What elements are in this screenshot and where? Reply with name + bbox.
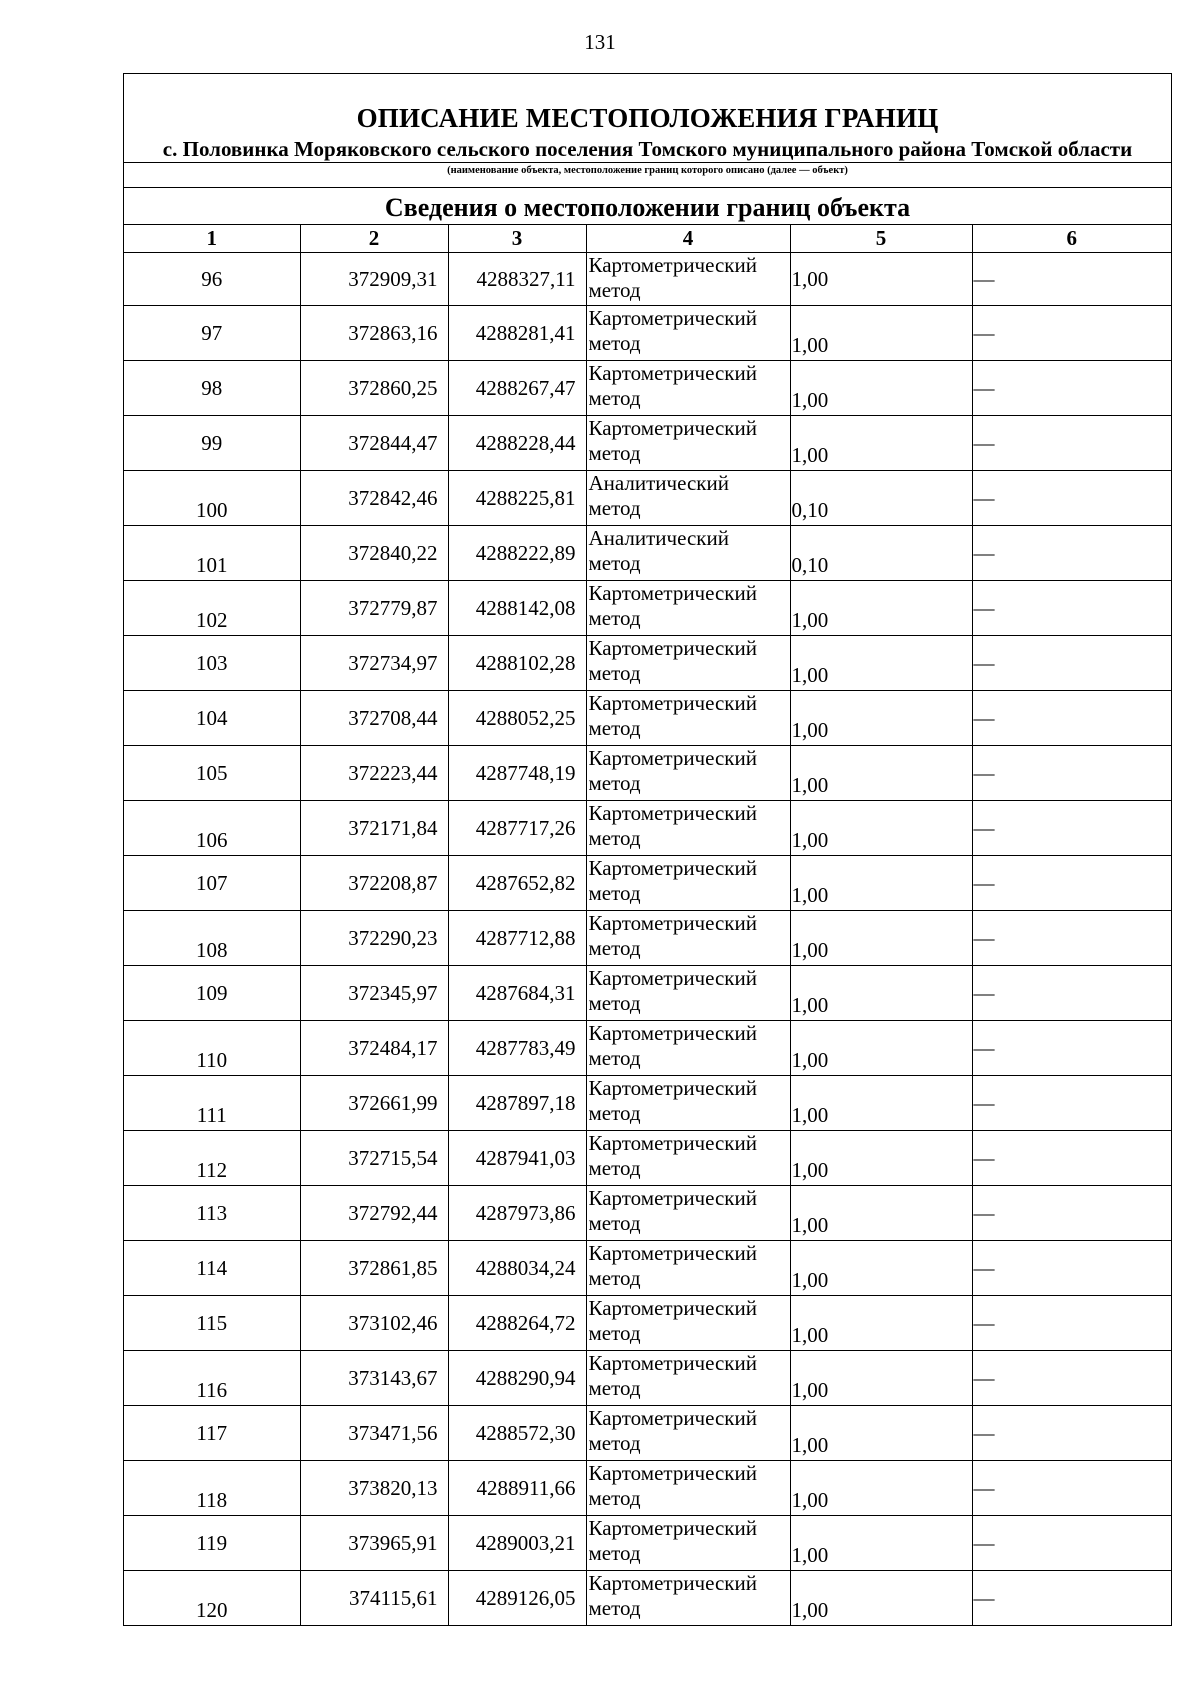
method-line-2: метод — [588, 1376, 641, 1400]
determination-method — [586, 746, 790, 801]
note-dash: — — [972, 253, 1171, 306]
method-line-1: Аналитический — [588, 526, 729, 550]
coordinate-x: 373471,56 — [300, 1406, 448, 1461]
accuracy: 0,10 — [790, 471, 972, 526]
table-row — [124, 911, 1171, 966]
note-dash: — — [972, 691, 1171, 746]
method-line-1: Картометрический — [588, 416, 757, 440]
coordinate-x: 372484,17 — [300, 1021, 448, 1076]
method-line-2: метод — [588, 1321, 641, 1345]
determination-method — [586, 1516, 790, 1571]
coordinate-y: 4288034,24 — [448, 1241, 586, 1296]
determination-method — [586, 1406, 790, 1461]
note-dash: — — [973, 1585, 995, 1610]
table-row — [124, 1406, 1171, 1461]
determination-method — [586, 1296, 790, 1351]
note-dash: — — [972, 966, 1171, 1021]
table-row — [124, 1351, 1171, 1406]
determination-method — [586, 1076, 790, 1131]
method-line-1: Картометрический — [588, 1516, 757, 1540]
note-dash: — — [972, 1296, 1171, 1351]
coordinate-y: 4288102,28 — [448, 636, 586, 691]
accuracy: 1,00 — [790, 253, 972, 306]
coordinate-x: 372840,22 — [300, 526, 448, 581]
accuracy: 1,00 — [790, 1021, 972, 1076]
coordinate-y: 4287748,19 — [448, 746, 586, 801]
method-line-2: метод — [588, 771, 641, 795]
determination-method — [586, 1131, 790, 1186]
point-number: 102 — [124, 581, 300, 636]
accuracy: 1,00 — [790, 1241, 972, 1296]
point-number: 108 — [124, 911, 300, 966]
note-dash: — — [972, 1076, 1171, 1131]
point-number: 114 — [124, 1241, 300, 1296]
method-line-2: метод — [588, 386, 641, 410]
coordinate-y: 4288572,30 — [448, 1406, 586, 1461]
method-line-2: метод — [588, 1211, 641, 1235]
method-line-1: Картометрический — [588, 1461, 757, 1485]
method-line-2: метод — [588, 881, 641, 905]
method-line-1: Картометрический — [588, 581, 757, 605]
accuracy: 1,00 — [790, 856, 972, 911]
coordinate-x: 372860,25 — [300, 361, 448, 416]
table-row — [124, 1241, 1171, 1296]
accuracy: 1,00 — [790, 581, 972, 636]
method-line-1: Картометрический — [588, 911, 757, 935]
boundary-description-form — [123, 73, 1172, 1626]
coordinate-x: 372661,99 — [300, 1076, 448, 1131]
table-header-row — [124, 225, 1171, 253]
method-line-2: метод — [588, 551, 641, 575]
coordinate-x: 372861,85 — [300, 1241, 448, 1296]
coordinate-y: 4288267,47 — [448, 361, 586, 416]
coordinate-x: 372345,97 — [300, 966, 448, 1021]
determination-method — [586, 526, 790, 581]
table-row — [124, 1076, 1171, 1131]
method-line-1: Картометрический — [588, 361, 757, 385]
coordinate-x: 372863,16 — [300, 306, 448, 361]
method-line-1: Картометрический — [588, 1571, 757, 1595]
column-header-method: 4 — [586, 225, 790, 253]
method-line-1: Аналитический — [588, 471, 729, 495]
table-row — [124, 856, 1171, 911]
point-number: 104 — [124, 691, 300, 746]
table-row — [124, 471, 1171, 526]
coordinate-x: 372779,87 — [300, 581, 448, 636]
determination-method — [586, 361, 790, 416]
method-line-2: метод — [588, 278, 641, 302]
table-row — [124, 253, 1171, 306]
point-number: 99 — [124, 416, 300, 471]
accuracy: 1,00 — [790, 306, 972, 361]
note-dash: — — [972, 526, 1171, 581]
note-dash: — — [972, 581, 1171, 636]
coordinate-y: 4288222,89 — [448, 526, 586, 581]
note-dash: — — [972, 306, 1171, 361]
accuracy: 0,10 — [790, 526, 972, 581]
determination-method — [586, 1241, 790, 1296]
accuracy: 1,00 — [790, 1186, 972, 1241]
document-title: ОПИСАНИЕ МЕСТОПОЛОЖЕНИЯ ГРАНИЦ — [356, 103, 939, 133]
table-row — [124, 1516, 1171, 1571]
accuracy: 1,00 — [790, 1571, 972, 1626]
coordinate-x: 372909,31 — [300, 253, 448, 306]
coordinate-x: 373102,46 — [300, 1296, 448, 1351]
note-dash: — — [972, 746, 1171, 801]
accuracy: 1,00 — [790, 746, 972, 801]
note-dash: — — [972, 1351, 1171, 1406]
coordinate-y: 4288142,08 — [448, 581, 586, 636]
point-number: 120 — [124, 1571, 300, 1626]
point-number: 119 — [124, 1516, 300, 1571]
coordinate-y: 4288225,81 — [448, 471, 586, 526]
object-name: с. Половинка Моряковского сельского поселения Томского муниципального района Томской области — [162, 137, 1133, 161]
point-number: 105 — [124, 746, 300, 801]
coordinate-x: 372844,47 — [300, 416, 448, 471]
point-number: 113 — [124, 1186, 300, 1241]
method-line-1: Картометрический — [588, 1131, 757, 1155]
table-row — [124, 1131, 1171, 1186]
note-dash: — — [972, 416, 1171, 471]
determination-method — [586, 801, 790, 856]
coordinate-x: 372734,97 — [300, 636, 448, 691]
coordinate-x: 374115,61 — [300, 1571, 448, 1626]
table-row — [124, 636, 1171, 691]
method-line-1: Картометрический — [588, 746, 757, 770]
coordinate-y: 4288052,25 — [448, 691, 586, 746]
determination-method — [586, 1021, 790, 1076]
determination-method — [586, 856, 790, 911]
method-line-1: Картометрический — [588, 1021, 757, 1045]
method-line-1: Картометрический — [588, 966, 757, 990]
point-number: 110 — [124, 1021, 300, 1076]
coordinate-y: 4287712,88 — [448, 911, 586, 966]
accuracy: 1,00 — [790, 1296, 972, 1351]
determination-method — [586, 1571, 790, 1626]
table-row — [124, 1571, 1171, 1626]
method-line-1: Картометрический — [588, 1406, 757, 1430]
coordinate-x: 372842,46 — [300, 471, 448, 526]
method-line-2: метод — [588, 1486, 641, 1510]
method-line-1: Картометрический — [588, 636, 757, 660]
table-row — [124, 581, 1171, 636]
method-line-1: Картометрический — [588, 1241, 757, 1265]
coordinate-x: 373965,91 — [300, 1516, 448, 1571]
determination-method — [586, 416, 790, 471]
column-header-accuracy: 5 — [790, 225, 972, 253]
method-line-2: метод — [588, 936, 641, 960]
point-number: 107 — [124, 856, 300, 911]
coordinate-y: 4287941,03 — [448, 1131, 586, 1186]
coordinate-y: 4288327,11 — [448, 253, 586, 306]
note-dash: — — [972, 1516, 1171, 1571]
accuracy: 1,00 — [790, 966, 972, 1021]
coordinate-y: 4289003,21 — [448, 1516, 586, 1571]
determination-method — [586, 966, 790, 1021]
accuracy: 1,00 — [790, 1406, 972, 1461]
table-row — [124, 416, 1171, 471]
determination-method — [586, 253, 790, 306]
point-number: 115 — [124, 1296, 300, 1351]
accuracy: 1,00 — [790, 691, 972, 746]
object-name-caption: (наименование объекта, местоположение границ которого описано (далее — объект) — [447, 165, 848, 176]
title-block — [124, 74, 1171, 188]
accuracy: 1,00 — [790, 636, 972, 691]
method-line-2: метод — [588, 1101, 641, 1125]
method-line-2: метод — [588, 331, 641, 355]
coordinate-y: 4287684,31 — [448, 966, 586, 1021]
method-line-1: Картометрический — [588, 801, 757, 825]
point-number: 116 — [124, 1351, 300, 1406]
method-line-2: метод — [588, 606, 641, 630]
determination-method — [586, 911, 790, 966]
note-dash: — — [972, 1406, 1171, 1461]
determination-method — [586, 1186, 790, 1241]
method-line-2: метод — [588, 1596, 641, 1620]
accuracy: 1,00 — [790, 361, 972, 416]
section-title: Сведения о местоположении границ объекта — [124, 188, 1171, 225]
coordinate-x: 372715,54 — [300, 1131, 448, 1186]
point-number: 112 — [124, 1131, 300, 1186]
coordinate-y: 4287973,86 — [448, 1186, 586, 1241]
determination-method — [586, 471, 790, 526]
column-header-point: 1 — [124, 225, 300, 253]
point-number: 103 — [124, 636, 300, 691]
method-line-1: Картометрический — [588, 306, 757, 330]
note-dash: — — [972, 856, 1171, 911]
coordinate-y: 4288264,72 — [448, 1296, 586, 1351]
table-row — [124, 526, 1171, 581]
table-row — [124, 361, 1171, 416]
method-line-1: Картометрический — [588, 691, 757, 715]
point-number: 100 — [124, 471, 300, 526]
method-line-2: метод — [588, 441, 641, 465]
note-dash: — — [972, 1131, 1171, 1186]
method-line-2: метод — [588, 826, 641, 850]
determination-method — [586, 1461, 790, 1516]
coordinate-x: 373143,67 — [300, 1351, 448, 1406]
coordinate-x: 372290,23 — [300, 911, 448, 966]
determination-method — [586, 1351, 790, 1406]
method-line-1: Картометрический — [588, 1076, 757, 1100]
table-row — [124, 306, 1171, 361]
method-line-1: Картометрический — [588, 253, 757, 277]
accuracy: 1,00 — [790, 801, 972, 856]
coordinate-y: 4289126,05 — [448, 1571, 586, 1626]
table-row — [124, 1461, 1171, 1516]
accuracy: 1,00 — [790, 416, 972, 471]
point-number: 117 — [124, 1406, 300, 1461]
point-number: 106 — [124, 801, 300, 856]
table-row — [124, 746, 1171, 801]
coordinate-x: 372208,87 — [300, 856, 448, 911]
table-row — [124, 801, 1171, 856]
column-header-x: 2 — [300, 225, 448, 253]
method-line-2: метод — [588, 991, 641, 1015]
determination-method — [586, 691, 790, 746]
point-number: 98 — [124, 361, 300, 416]
note-dash: — — [972, 636, 1171, 691]
coordinate-y: 4287897,18 — [448, 1076, 586, 1131]
coordinate-y: 4288228,44 — [448, 416, 586, 471]
table-row — [124, 1021, 1171, 1076]
note-dash: — — [972, 1241, 1171, 1296]
method-line-2: метод — [588, 661, 641, 685]
column-header-y: 3 — [448, 225, 586, 253]
coordinate-x: 372223,44 — [300, 746, 448, 801]
method-line-2: метод — [588, 1046, 641, 1070]
accuracy: 1,00 — [790, 1461, 972, 1516]
point-number: 118 — [124, 1461, 300, 1516]
column-header-note: 6 — [972, 225, 1171, 253]
point-number: 101 — [124, 526, 300, 581]
note-dash: — — [972, 801, 1171, 856]
determination-method — [586, 581, 790, 636]
method-line-1: Картометрический — [588, 1186, 757, 1210]
table-row — [124, 691, 1171, 746]
note-dash: — — [972, 471, 1171, 526]
method-line-2: метод — [588, 716, 641, 740]
coordinate-x: 372708,44 — [300, 691, 448, 746]
determination-method — [586, 306, 790, 361]
note-dash: — — [972, 1186, 1171, 1241]
note-dash: — — [972, 1021, 1171, 1076]
accuracy: 1,00 — [790, 1131, 972, 1186]
coordinate-y: 4288911,66 — [448, 1461, 586, 1516]
page-number: 131 — [584, 30, 616, 54]
method-line-1: Картометрический — [588, 1296, 757, 1320]
table-row — [124, 966, 1171, 1021]
method-line-2: метод — [588, 1431, 641, 1455]
note-dash: — — [972, 911, 1171, 966]
coordinate-x: 372792,44 — [300, 1186, 448, 1241]
accuracy: 1,00 — [790, 1516, 972, 1571]
point-number: 111 — [124, 1076, 300, 1131]
method-line-1: Картометрический — [588, 856, 757, 880]
coordinate-x: 373820,13 — [300, 1461, 448, 1516]
table-row — [124, 1186, 1171, 1241]
method-line-2: метод — [588, 1156, 641, 1180]
point-number: 96 — [124, 253, 300, 306]
method-line-2: метод — [588, 496, 641, 520]
table-row — [124, 1296, 1171, 1351]
point-number: 97 — [124, 306, 300, 361]
note-dash: — — [972, 1461, 1171, 1516]
note-dash: — — [972, 361, 1171, 416]
method-line-2: метод — [588, 1541, 641, 1565]
method-line-1: Картометрический — [588, 1351, 757, 1375]
accuracy: 1,00 — [790, 911, 972, 966]
coordinate-y: 4287783,49 — [448, 1021, 586, 1076]
accuracy: 1,00 — [790, 1351, 972, 1406]
method-line-2: метод — [588, 1266, 641, 1290]
point-number: 109 — [124, 966, 300, 1021]
accuracy: 1,00 — [790, 1076, 972, 1131]
coordinate-y: 4287652,82 — [448, 856, 586, 911]
object-name-underline — [124, 162, 1171, 163]
coordinates-table — [124, 225, 1171, 1625]
coordinate-y: 4288281,41 — [448, 306, 586, 361]
coordinate-x: 372171,84 — [300, 801, 448, 856]
determination-method — [586, 636, 790, 691]
coordinate-y: 4288290,94 — [448, 1351, 586, 1406]
coordinate-y: 4287717,26 — [448, 801, 586, 856]
table-body — [124, 253, 1171, 1626]
